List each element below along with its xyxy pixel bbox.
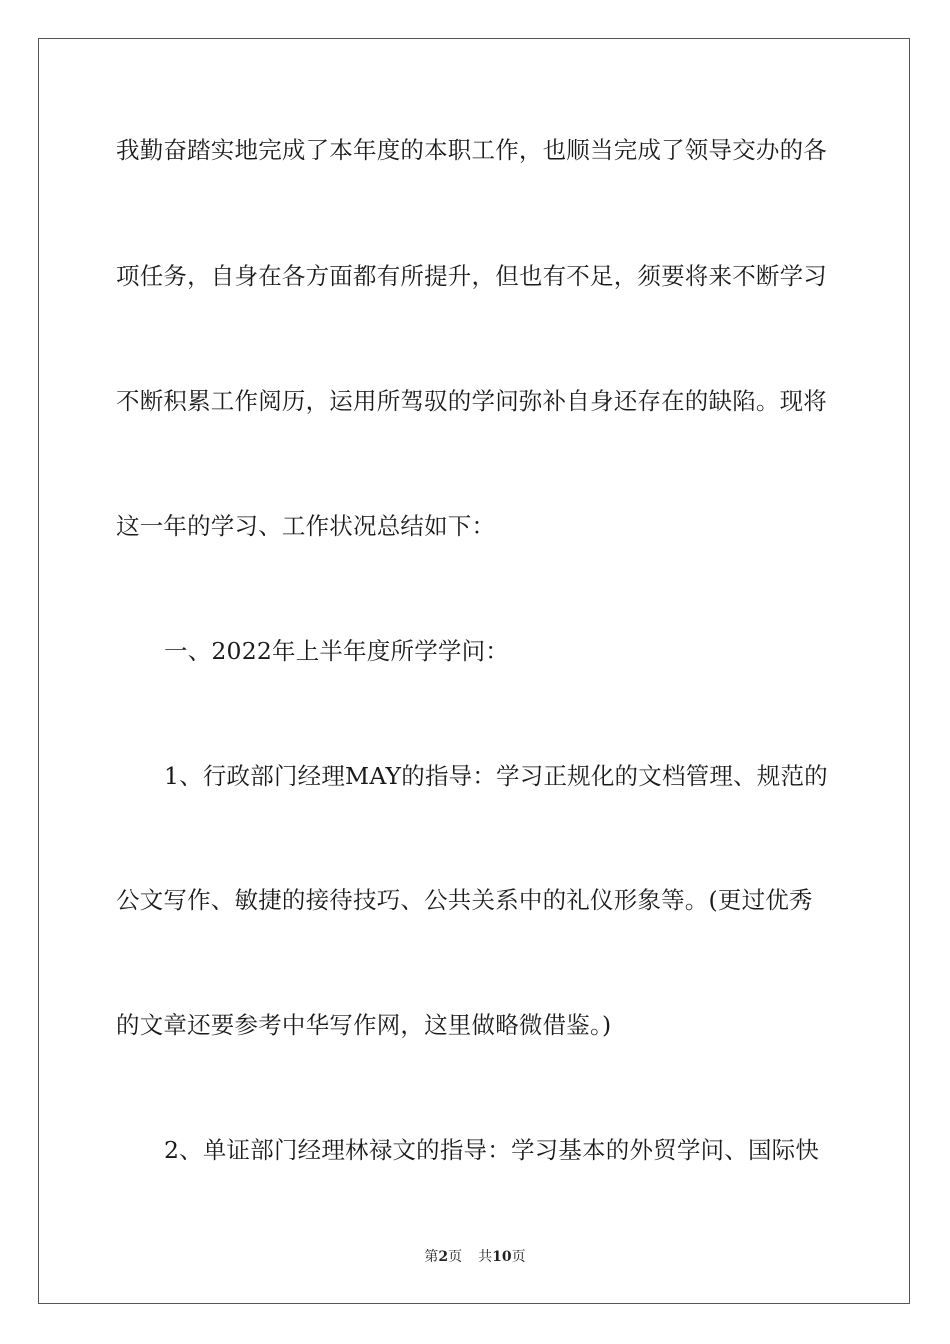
- list-item-1-line-3: 的文章还要参考中华写作网，这里做略微借鉴。): [116, 1011, 612, 1039]
- page-footer: [0, 1248, 950, 1266]
- paragraph-line-2: 项任务，自身在各方面都有所提升，但也有不足，须要将来不断学习: [116, 262, 827, 290]
- footer-total-suffix: 页: [511, 1249, 526, 1265]
- footer-page-number: 2: [438, 1249, 449, 1265]
- footer-page-suffix: 页: [448, 1249, 463, 1265]
- list-item-2-line-1: 2、单证部门经理林禄文的指导：学习基本的外贸学问、国际快: [164, 1136, 820, 1164]
- list-item-1-line-1: 1、行政部门经理MAY的指导：学习正规化的文档管理、规范的: [164, 762, 828, 790]
- footer-page-prefix: 第: [424, 1249, 439, 1265]
- list-item-1-line-2: 公文写作、敏捷的接待技巧、公共关系中的礼仪形象等。(更过优秀: [116, 886, 813, 914]
- page-border: [38, 38, 910, 1304]
- footer-total-prefix: 共: [478, 1249, 493, 1265]
- paragraph-line-4: 这一年的学习、工作状况总结如下：: [116, 512, 496, 540]
- paragraph-line-1: 我勤奋踏实地完成了本年度的本职工作，也顺当完成了领导交办的各: [116, 136, 827, 164]
- section-heading: 一、2022年上半年度所学学问：: [164, 637, 510, 665]
- paragraph-line-3: 不断积累工作阅历，运用所驾驭的学问弥补自身还存在的缺陷。现将: [116, 387, 827, 415]
- footer-total-number: 10: [492, 1249, 512, 1265]
